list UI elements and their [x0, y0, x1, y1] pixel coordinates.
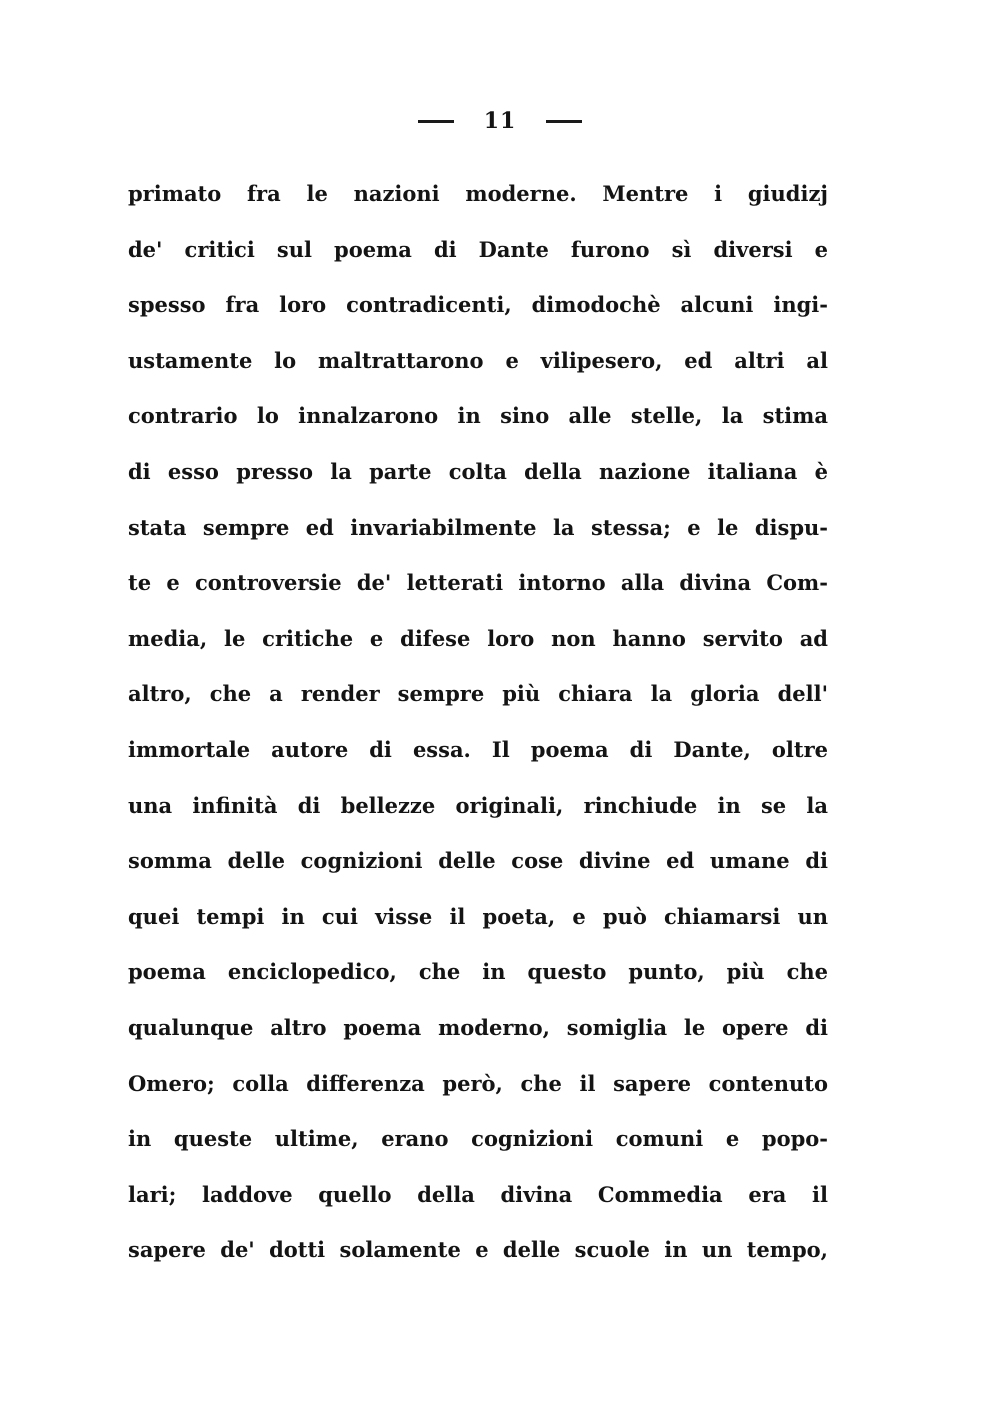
page-number: 11: [483, 108, 517, 134]
header-dash-left: [418, 120, 454, 123]
page-header: [0, 104, 1000, 138]
text-line: primato fra le nazioni moderne. Mentre i giudizj: [128, 181, 828, 206]
text-line: di esso presso la parte colta della nazione italiana è: [128, 458, 828, 484]
text-line: ustamente lo maltrattarono e vilipesero, ed altri al: [128, 347, 828, 373]
text-line: sapere de' dotti solamente e delle scuole in un tempo,: [128, 1237, 828, 1263]
text-line: in queste ultime, erano cognizioni comuni e popo-: [128, 1126, 828, 1152]
text-line: una infinità di bellezze originali, rinchiude in se la: [128, 792, 828, 818]
text-line: poema enciclopedico, che in questo punto, più che: [128, 959, 828, 985]
body-text: [128, 166, 828, 1278]
text-line: te e controversie de' letterati intorno alla divina Com-: [128, 570, 828, 596]
text-line: spesso fra loro contradicenti, dimodochè alcuni ingi-: [128, 292, 828, 318]
text-line: Omero; colla differenza però, che il sapere contenuto: [128, 1070, 828, 1096]
text-line: lari; laddove quello della divina Commedia era il: [128, 1181, 828, 1207]
text-line: contrario lo innalzarono in sino alle stelle, la stima: [128, 403, 828, 429]
text-line: immortale autore di essa. Il poema di Dante, oltre: [128, 736, 828, 762]
text-line: quei tempi in cui visse il poeta, e può chiamarsi un: [128, 903, 828, 929]
header-dash-right: [546, 120, 582, 123]
text-line: qualunque altro poema moderno, somiglia le opere di: [128, 1014, 828, 1040]
text-line: stata sempre ed invariabilmente la stessa; e le dispu-: [128, 514, 828, 540]
text-line: de' critici sul poema di Dante furono sì diversi e: [128, 236, 828, 262]
text-line: altro, che a render sempre più chiara la gloria dell': [128, 681, 828, 707]
text-line: media, le critiche e difese loro non hanno servito ad: [128, 625, 828, 651]
text-line: somma delle cognizioni delle cose divine ed umane di: [128, 848, 828, 874]
